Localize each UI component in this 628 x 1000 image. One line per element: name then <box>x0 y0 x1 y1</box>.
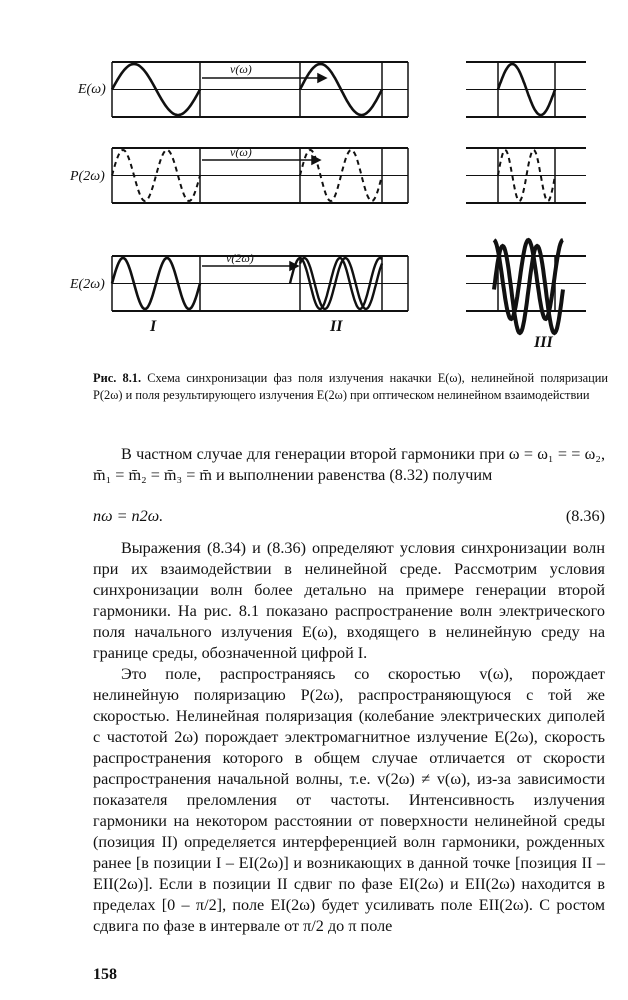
position-label-3: III <box>534 334 553 351</box>
wave-curves <box>112 64 563 333</box>
equation-body: nω = n2ω. <box>93 507 164 525</box>
paragraph-1: В частном случае для генерации второй гармоники при ω = ω₁ = = ω₂, m̄₁ = m̄₂ = m̄₃ = m̄ и выполнении равенства (8.32) получим <box>93 445 605 484</box>
paragraph-3: Это поле, распространяясь со скоростью v(ω), порождает нелинейную поляризацию P(2ω), распространяющуюся с той же скоростью. Нелинейная поляризация (колебание электрических диполей с частотой 2ω) порождает электромагнитное излучение E(2ω), скорость распространения которого в общем случае отличается от скорости распространения начальной волны, т.е. v(2ω) ≠ v(ω), из-за зависимости показателя преломления от частоты. Интенсивность излучения гармоники на некотором расстоянии от поверхности нелинейной среды (позиция II) определяется интерференцией волн гармоники, рожденных ранее [в позиции I – EI(2ω)] и возникающих в данной точке [позиция II – EII(2ω)]. Если в позиции II сдвиг по фазе EI(2ω) и EII(2ω) находится в пределах [0 – π/2], поле EI(2ω) будет усиливать поле EII(2ω). С ростом сдвига по фазе в интервале от π/2 до π поле <box>93 665 605 935</box>
speed-arrows <box>202 74 326 270</box>
row-label-e-2omega: E(2ω) <box>70 277 105 292</box>
equation-number: (8.36) <box>565 507 605 525</box>
speed-label-1: v(ω) <box>230 62 252 76</box>
arrow-v-omega-head <box>318 74 326 82</box>
figure-8-1 <box>0 0 628 360</box>
row-label-p-2omega: P(2ω) <box>70 169 105 184</box>
caption-text: Схема синхронизации фаз поля излучения накачки E(ω), нелинейной поляризации P(2ω) и поля результирующего излучения E(2ω) при оптическом нелинейном взаимодействии <box>93 371 608 402</box>
position-label-2: II <box>330 318 343 335</box>
position-label-1: I <box>150 318 157 335</box>
figure-caption <box>93 370 608 404</box>
paragraph-2: Выражения (8.34) и (8.36) определяют условия синхронизации волн при их взаимодействии в нелинейной среде. Рассмотрим условия синхронизации волн более детально на примере генерации второй гармоники. На рис. 8.1 показано распространение волн электрического поля начального излучения E(ω), входящего в нелинейную среду на границе среды, обозначенной цифрой I. <box>93 539 605 662</box>
arrow-v-omega-2-head <box>312 156 320 164</box>
speed-label-3: v(2ω) <box>226 251 254 265</box>
caption-label: Рис. 8.1. <box>93 371 142 385</box>
page-number: 158 <box>93 966 117 983</box>
row-label-e-omega: E(ω) <box>78 82 106 97</box>
equation-8-36 <box>93 506 605 527</box>
speed-label-2: v(ω) <box>230 145 252 159</box>
